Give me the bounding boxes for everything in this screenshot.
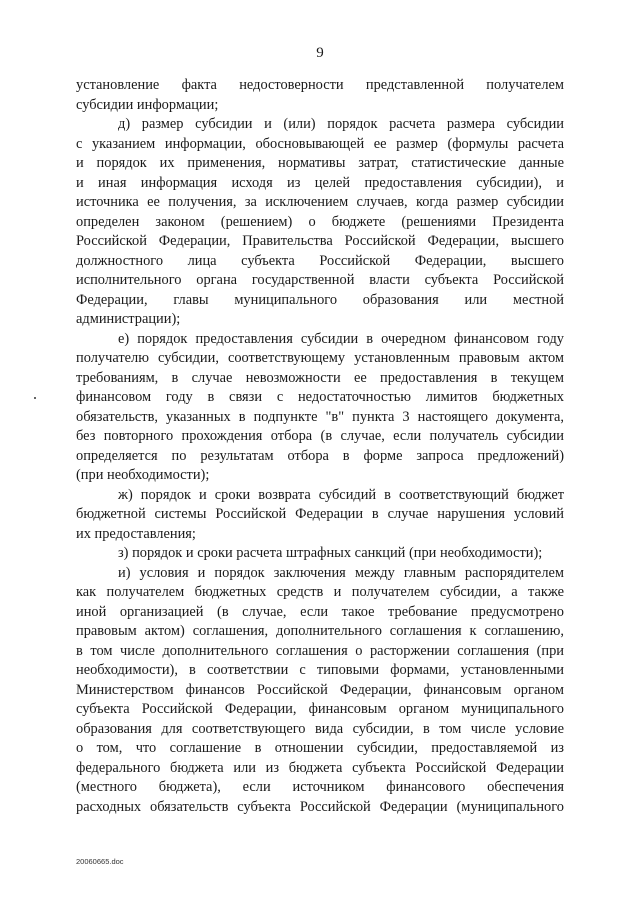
text-line: з) порядок и сроки расчета штрафных санкций (при необходимости); [118,545,543,561]
text-line: Федерации, главы муниципального образования или местной [76,291,564,308]
text-line: обязательств, указанных в подпункте "в" пункта 3 настоящего документа, [76,408,564,425]
text-line: источника ее получения, за исключением случаев, когда размер субсидии [76,194,564,210]
footer-filename: 20060665.doc [76,857,124,866]
text-line: е) порядок предоставления субсидии в очередном финансовом году [118,330,564,347]
text-line: исполнительного органа государственной власти субъекта Российской [76,272,564,288]
text-line: получателю субсидии, соответствующему установленным правовым актом [76,350,564,366]
text-line: (при необходимости); [76,467,210,483]
text-line: бюджетной системы Российской Федерации в случае нарушения условий [76,506,564,522]
text-line: д) размер субсидии и (или) порядок расчета размера субсидии [118,116,564,132]
text-line: определен законом (решением) о бюджете (решениями Президента [76,213,564,230]
margin-dot [34,397,36,399]
text-line: должностного лица субъекта Российской Федерации, высшего [76,252,564,269]
text-line: субсидии информации; [76,96,219,113]
text-line: субъекта Российской Федерации, финансовым органом муниципального [76,701,564,717]
text-line: Министерством финансов Российской Федерации, финансовым органом [76,681,564,698]
text-line: администрации); [76,311,181,327]
text-line: финансовом году в связи с недостаточностью лимитов бюджетных [76,389,564,405]
page-number: 9 [316,45,324,61]
text-line: Российской Федерации, Правительства Российской Федерации, высшего [76,233,564,249]
body-text [76,76,564,817]
text-line: установление факта недостоверности представленной получателем [76,77,564,93]
text-line: как получателем бюджетных средств и получателем субсидии, а также [76,584,564,600]
text-line: расходных обязательств субъекта Российской Федерации (муниципального [76,798,564,815]
text-line: правовым актом) соглашения, дополнительного соглашения к соглашению, [76,623,564,639]
text-line: их предоставления; [76,525,196,542]
text-line: ж) порядок и сроки возврата субсидий в соответствующий бюджет [118,486,564,503]
text-line: образования для соответствующего вида субсидии, в том числе условие [76,720,564,737]
text-line: и иная информация исходя из целей предоставления субсидии), и [76,174,564,191]
text-line: без повторного прохождения отбора (в случае, если получатель субсидии [76,428,564,444]
text-line: требованиям, в случае невозможности ее предоставления в текущем [76,369,564,386]
text-line: федерального бюджета или из бюджета субъекта Российской Федерации [76,759,564,776]
text-line: и порядок их применения, нормативы затрат, статистические данные [76,155,564,171]
text-line: (местного бюджета), если источником финансового обеспечения [76,779,564,795]
text-line: в том числе дополнительного соглашения о расторжении соглашения (при [76,642,564,659]
text-line: определяется по результатам отбора в форме запроса предложений) [76,447,564,464]
text-line: иной организацией (в случае, если такое требование предусмотрено [76,603,564,620]
text-line: о том, что соглашение в отношении субсидии, предоставляемой из [76,740,564,756]
text-line: и) условия и порядок заключения между главным распорядителем [118,564,564,581]
text-line: необходимости), в соответствии с типовыми формами, установленными [76,662,564,678]
text-line: с указанием информации, обосновывающей ее размер (формулы расчета [76,135,564,152]
